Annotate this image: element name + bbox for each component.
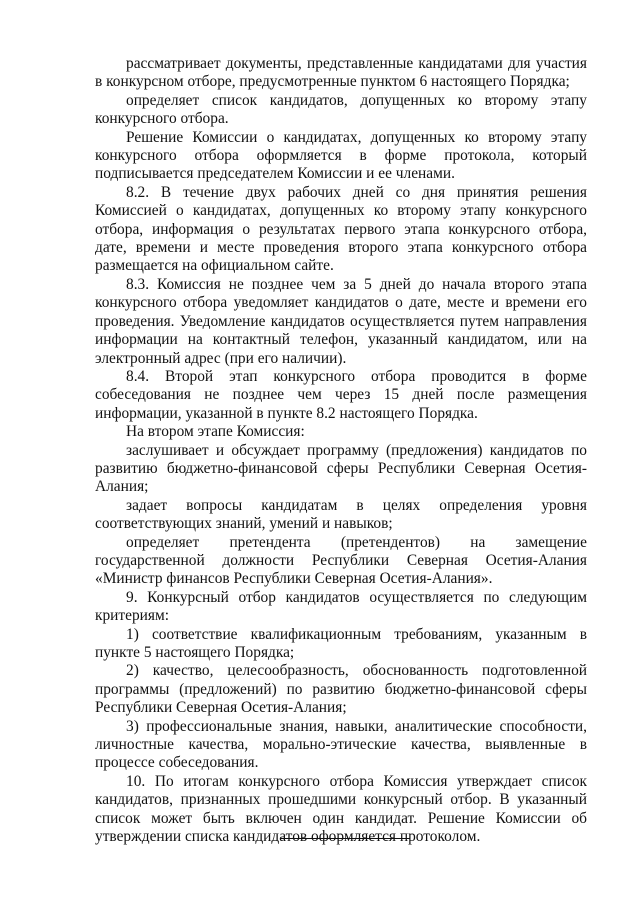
footer-divider <box>280 838 410 839</box>
paragraph-hears-program: заслушивает и обсуждает программу (предложения) кандидатов по развитию бюджетно-финансовой сферы Республики Северная Осетия-Алания; <box>95 441 587 496</box>
document-body <box>95 55 587 846</box>
paragraph-decision-protocol: Решение Комиссии о кандидатах, допущенных ко второму этапу конкурсного отбора оформляется в форме протокола, который подписывается председателем Комиссии и ее членами. <box>95 128 587 183</box>
paragraph-criterion-3: 3) профессиональные знания, навыки, аналитические способности, личностные качества, морально-этические качества, выявленные в процессе собеседования. <box>95 717 587 772</box>
paragraph-second-stage-intro: На втором этапе Комиссия: <box>126 423 305 441</box>
paragraph-defines-candidate: определяет претендента (претендентов) на замещение государственной должности Республики Северная Осетия-Алания «Министр финансов Республики Северная Осетия-Алания». <box>95 533 587 588</box>
paragraph-8-2: 8.2. В течение двух рабочих дней со дня принятия решения Комиссией о кандидатах, допущенных ко второму этапу конкурсного отбора, информация о результатах первого этапа конкурсного отбора, дате, времени и месте проведения второго этапа конкурсного отбора размещается на официальном сайте. <box>95 183 587 275</box>
paragraph-define-list: определяет список кандидатов, допущенных ко второму этапу конкурсного отбора. <box>95 91 587 128</box>
paragraph-8-4: 8.4. Второй этап конкурсного отбора проводится в форме собеседования не позднее чем через 15 дней после размещения информации, указанной в пункте 8.2 настоящего Порядка. <box>95 367 587 422</box>
paragraph-criterion-1: 1) соответствие квалификационным требованиям, указанным в пункте 5 настоящего Порядка; <box>95 625 587 661</box>
paragraph-criterion-2: 2) качество, целесообразность, обоснованность подготовленной программы (предложений) по развитию бюджетно-финансовой сферы Республики Северная Осетия-Алания; <box>95 662 587 717</box>
paragraph-review-documents: рассматривает документы, представленные кандидатами для участия в конкурсном отборе, предусмотренные пунктом 6 настоящего Порядка; <box>95 55 587 91</box>
paragraph-9-criteria: 9. Конкурсный отбор кандидатов осуществляется по следующим критериям: <box>95 588 587 625</box>
paragraph-10: 10. По итогам конкурсного отбора Комиссия утверждает список кандидатов, признанных прошедшими конкурсный отбор. В указанный список может быть включен один кандидат. Решение Комиссии об утверждении списка кандидатов оформляется протоколом. <box>95 772 587 846</box>
paragraph-asks-questions: задает вопросы кандидатам в целях определения уровня соответствующих знаний, умений и навыков; <box>95 496 587 533</box>
paragraph-8-3: 8.3. Комиссия не позднее чем за 5 дней до начала второго этапа конкурсного отбора уведомляет кандидатов о дате, месте и времени его проведения. Уведомление кандидатов осуществляется путем направления информации на контактный телефон, указанный кандидатом, или на электронный адрес (при его наличии). <box>95 275 587 367</box>
